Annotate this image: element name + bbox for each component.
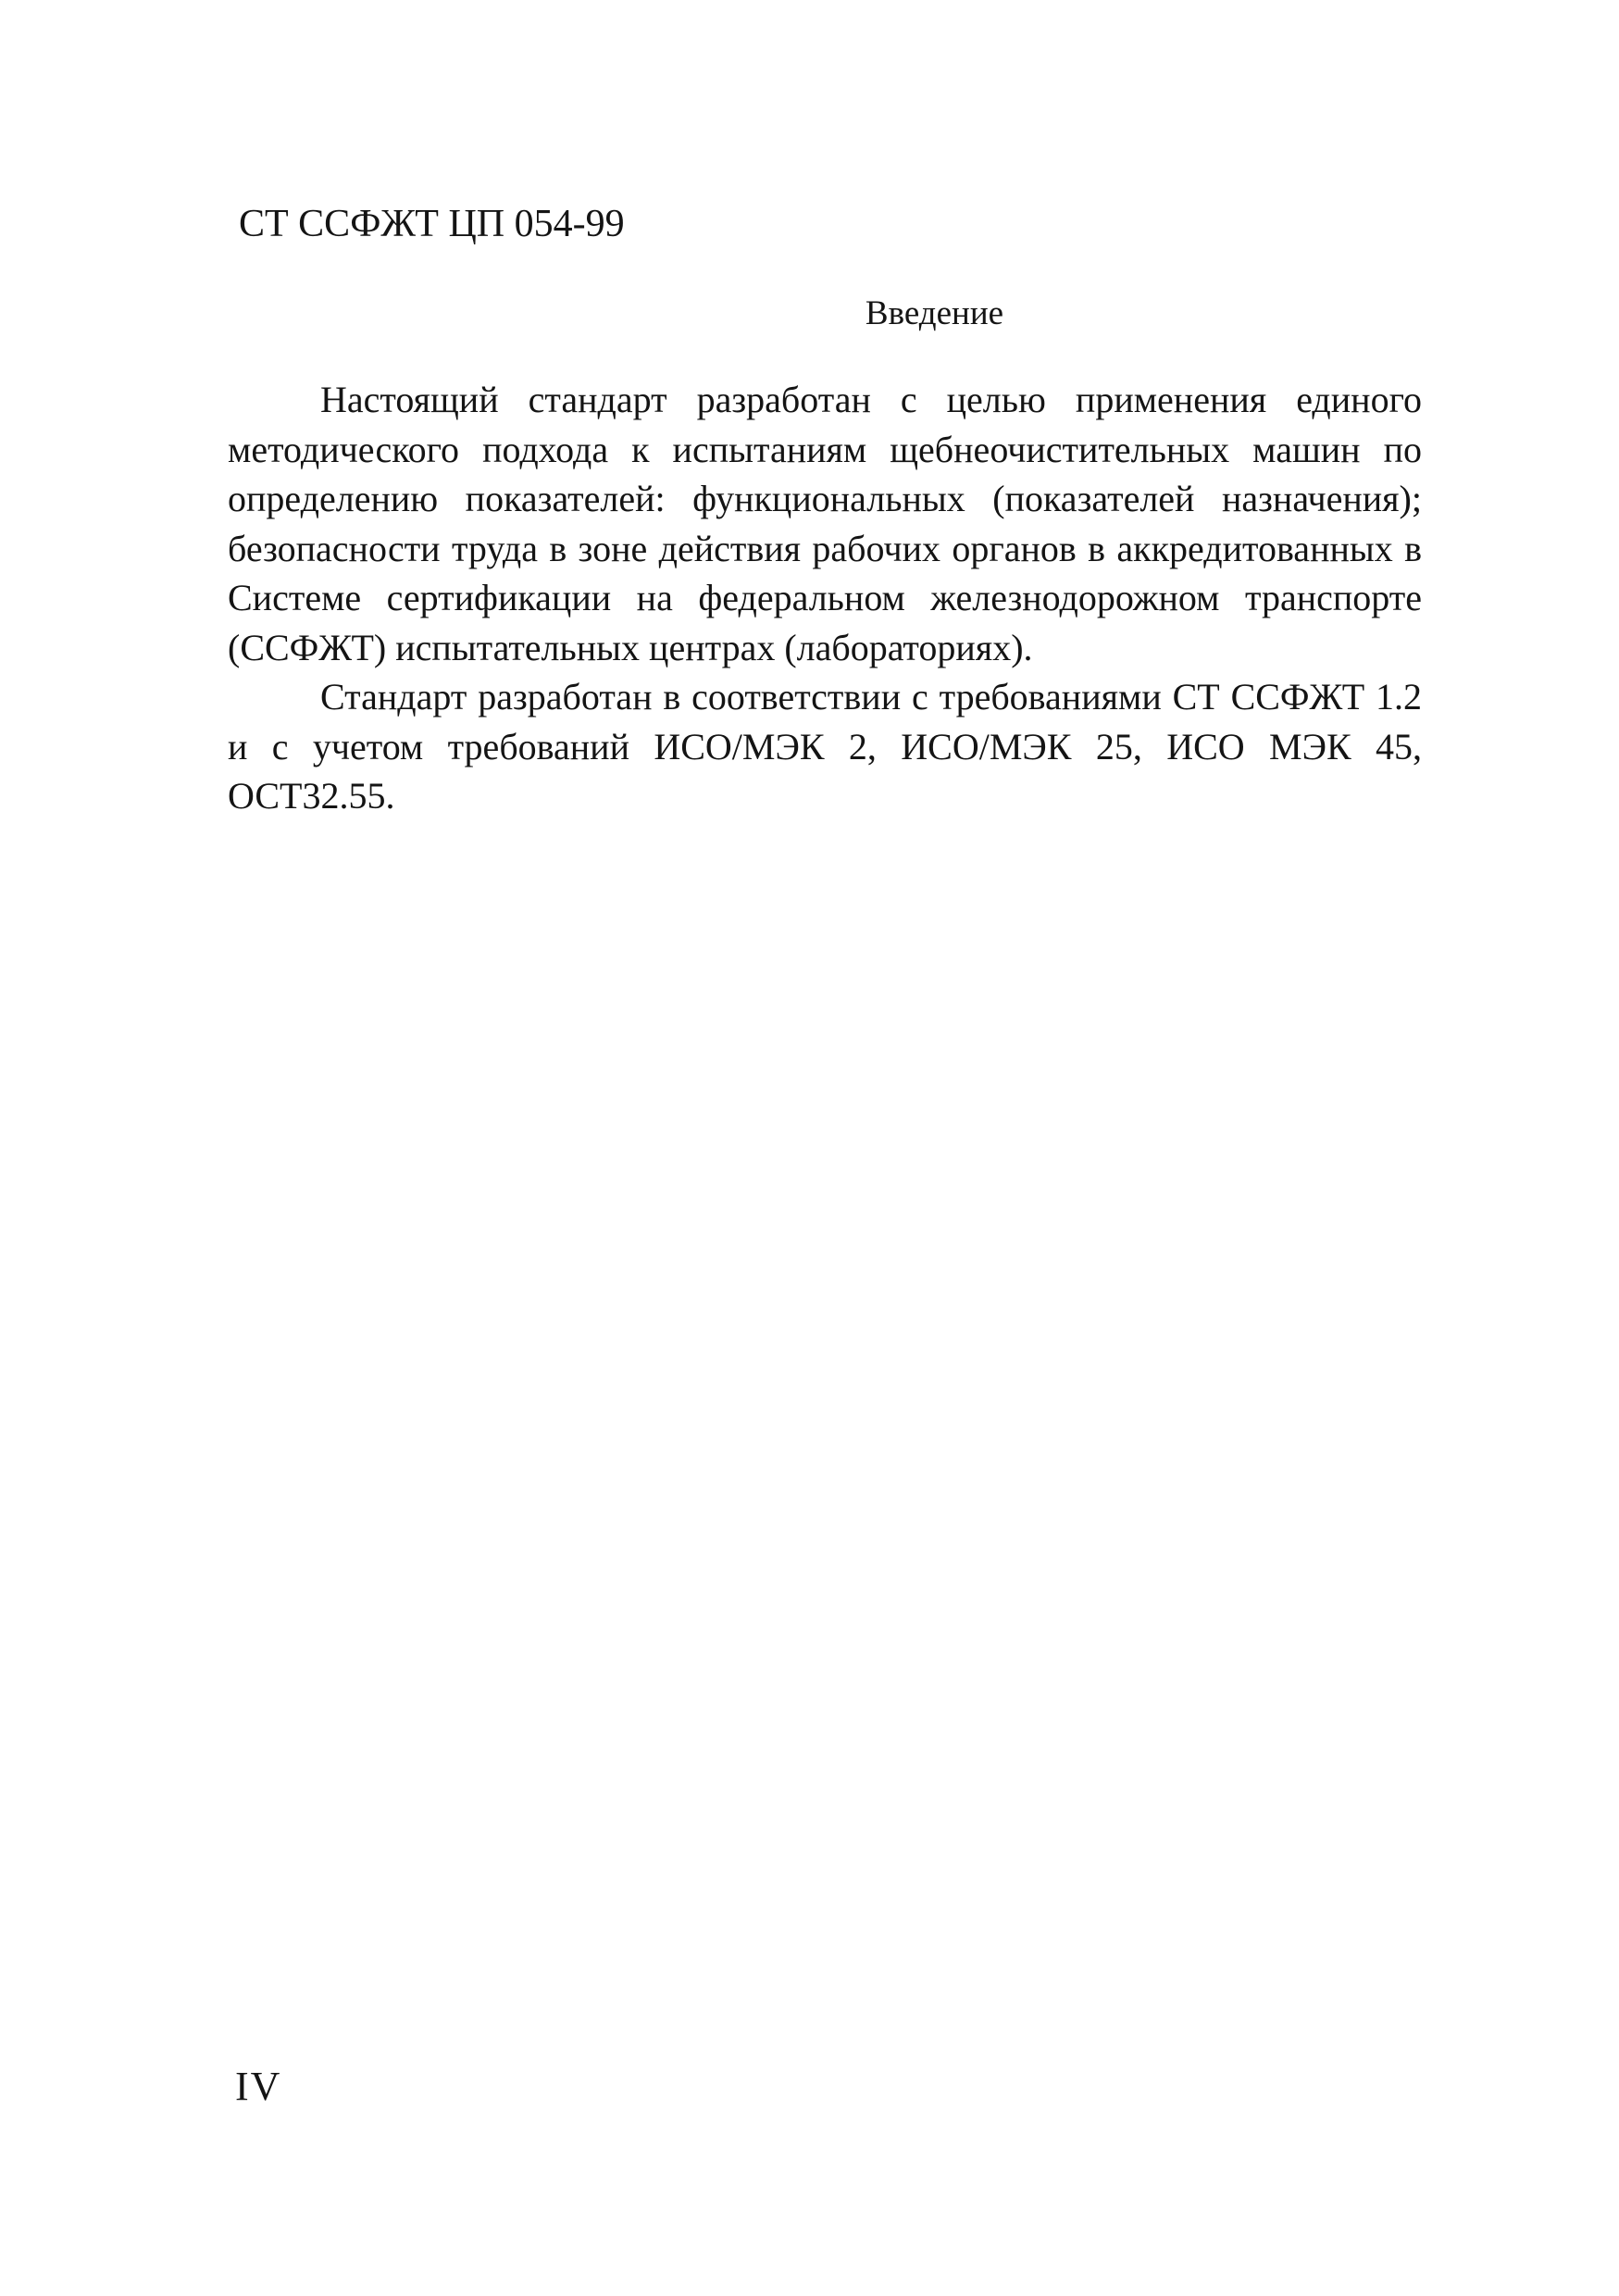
- section-title: Введение: [865, 294, 1004, 332]
- paragraph-requirements: Стандарт разработан в соответствии с требованиями СТ ССФЖТ 1.2 и с учетом требований ИСО/МЭК 2, ИСО/МЭК 25, ИСО МЭК 45, ОСТ32.55.: [228, 676, 1422, 817]
- paragraph-purpose: Настоящий стандарт разработан с целью применения единого методического подхода к испытаниям щебнеочистительных машин по определению показателей: функциональных (показателей назначения); безопасности труда в зоне действия рабочих органов в аккредитованных в Системе сертификации на федеральном железнодорожном транспорте (ССФЖТ) испытательных центрах (лабораториях).: [228, 379, 1422, 668]
- document-code: СТ ССФЖТ ЦП 054-99: [239, 203, 625, 245]
- page-number: IV: [235, 2064, 282, 2109]
- body-text: [228, 375, 1422, 821]
